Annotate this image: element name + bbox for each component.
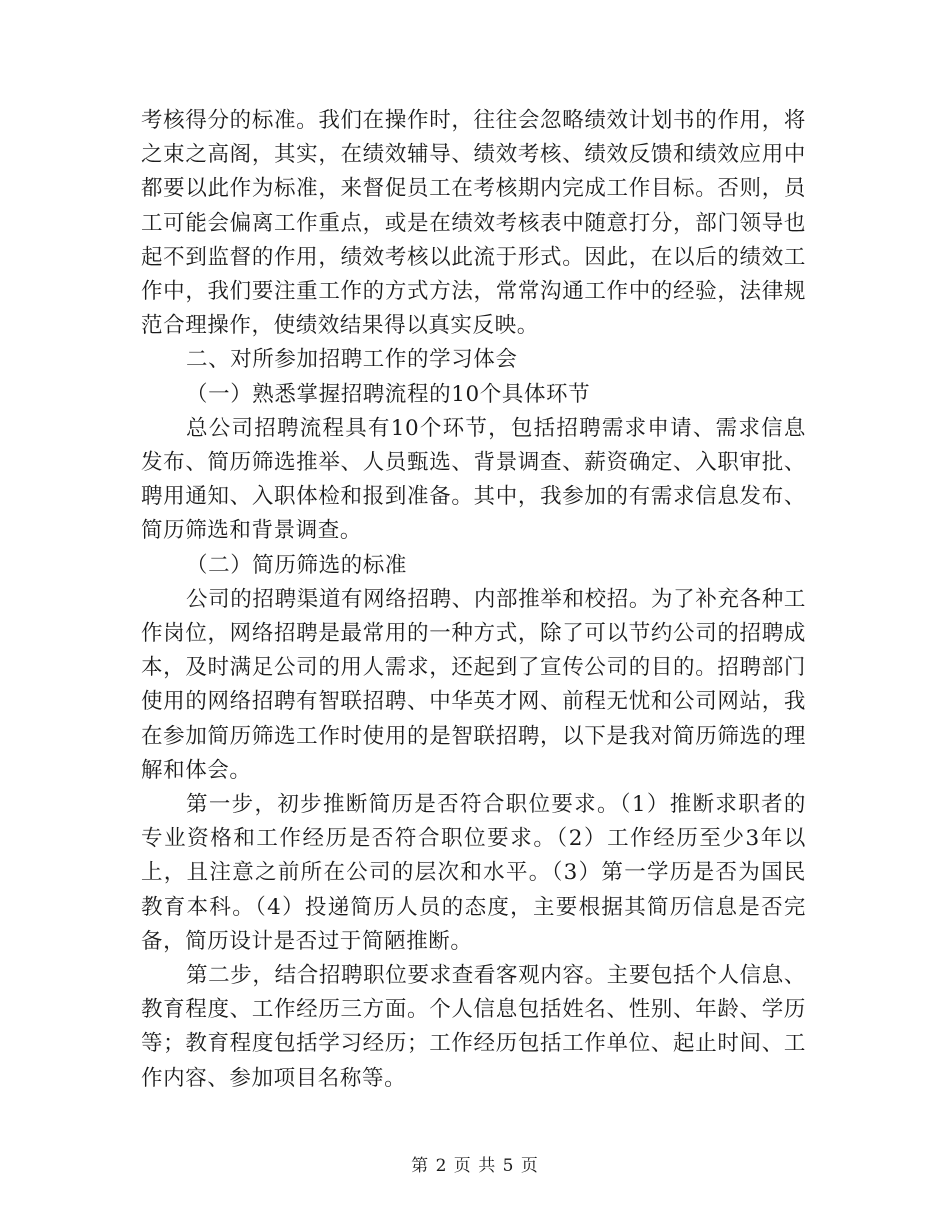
subheading-resume-standard: （二）简历筛选的标准: [186, 552, 408, 578]
paragraph-performance-standard: 考核得分的标准。我们在操作时，往往会忽略绩效计划书的作用，将之束之高阁，其实，在绩效辅导、绩效考核、绩效反馈和绩效应用中都要以此作为标准，来督促员工在考核期内完成工作目标。否则，员工可能会偏离工作重点，或是在绩效考核表中随意打分，部门领导也起不到监督的作用，绩效考核以此流于形式。因此，在以后的绩效工作中，我们要注重工作的方式方法，常常沟通工作中的经验，法律规范合理操作，使绩效结果得以真实反映。: [141, 108, 806, 339]
page-number-footer: 第 2 页 共 5 页: [411, 1156, 539, 1176]
paragraph-recruitment-steps: 总公司招聘流程具有10个环节，包括招聘需求申请、需求信息发布、简历筛选推举、人员甄选、背景调查、薪资确定、入职审批、聘用通知、入职体检和报到准备。其中，我参加的有需求信息发布、简历筛选和背景调查。: [141, 415, 806, 544]
section-heading-recruitment: 二、对所参加招聘工作的学习体会: [186, 347, 518, 373]
subheading-recruitment-process: （一）熟悉掌握招聘流程的10个具体环节: [186, 381, 591, 407]
paragraph-recruitment-channels: 公司的招聘渠道有网络招聘、内部推举和校招。为了补充各种工作岗位，网络招聘是最常用的一种方式，除了可以节约公司的招聘成本，及时满足公司的用人需求，还起到了宣传公司的目的。招聘部门使用的网络招聘有智联招聘、中华英才网、前程无忧和公司网站，我在参加简历筛选工作时使用的是智联招聘，以下是我对简历筛选的理解和体会。: [141, 586, 806, 783]
paragraph-step-two: 第二步，结合招聘职位要求查看客观内容。主要包括个人信息、教育程度、工作经历三方面。个人信息包括姓名、性别、年龄、学历等；教育程度包括学习经历；工作经历包括工作单位、起止时间、工作内容、参加项目名称等。: [141, 963, 806, 1091]
document-body: [141, 104, 806, 1096]
paragraph-step-one: 第一步，初步推断简历是否符合职位要求。（1）推断求职者的专业资格和工作经历是否符合职位要求。（2）工作经历至少3年以上，且注意之前所在公司的层次和水平。（3）第一学历是否为国民教育本科。（4）投递简历人员的态度，主要根据其简历信息是否完备，简历设计是否过于简陋推断。: [141, 792, 806, 954]
